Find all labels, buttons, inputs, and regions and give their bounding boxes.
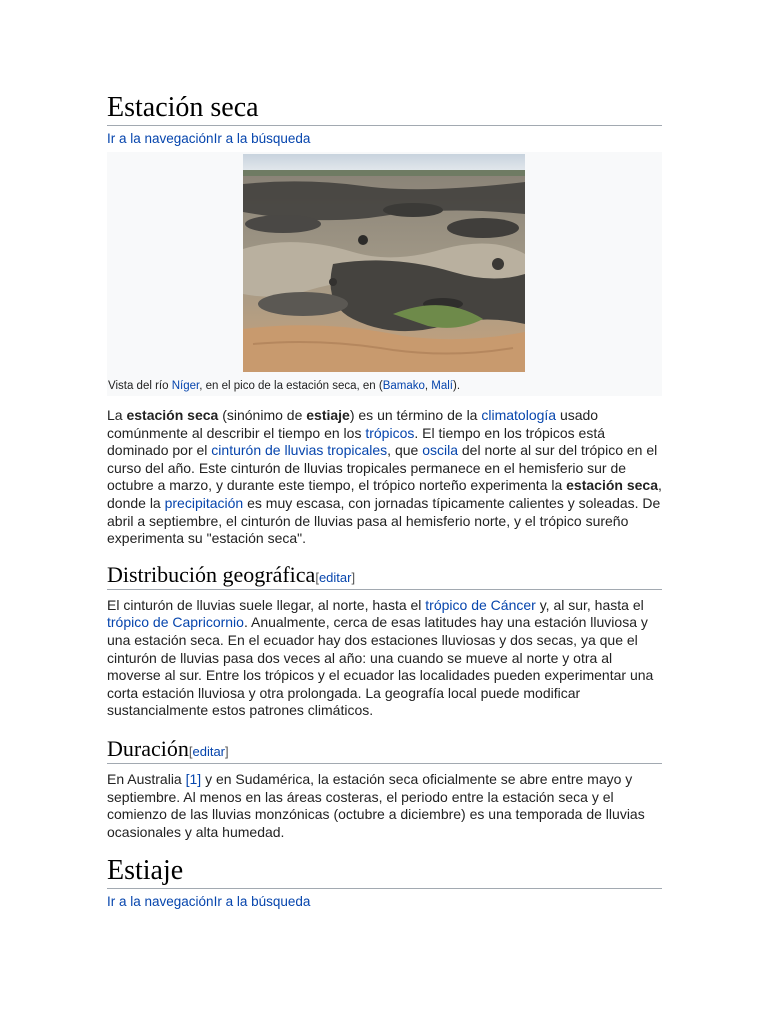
dry-riverbed-photo bbox=[243, 154, 525, 372]
photo-graphic bbox=[243, 154, 525, 372]
link-oscila[interactable]: oscila bbox=[422, 442, 458, 459]
text: y, al sur, hasta el bbox=[535, 596, 644, 613]
text: ) es un término de la bbox=[349, 407, 482, 423]
heading-text: Distribución geográfica bbox=[107, 561, 316, 587]
link-bamako[interactable]: Bamako bbox=[382, 380, 425, 392]
edit-link-duracion[interactable]: editar bbox=[192, 743, 226, 759]
text: es muy escasa, con jornadas típicamente calientes y soleadas. De abril a septiembre, el cinturón de lluvias pasa al hemisferio norte, y el trópico sureño experimenta su "estación seca". bbox=[107, 494, 661, 547]
page-title: Estación seca bbox=[107, 94, 662, 126]
text: La bbox=[107, 407, 127, 423]
section-heading-distribucion bbox=[107, 561, 662, 590]
bold-term: estación seca bbox=[126, 407, 219, 423]
edit-link-distribucion[interactable]: editar bbox=[318, 569, 352, 585]
reference-link[interactable]: [1] bbox=[185, 770, 202, 787]
link-cancer[interactable]: trópico de Cáncer bbox=[425, 596, 536, 613]
bracket: [ bbox=[188, 743, 193, 759]
bold-term: estiaje bbox=[306, 407, 350, 423]
jump-links-2[interactable]: Ir a la navegaciónIr a la búsqueda bbox=[107, 894, 311, 910]
article-content bbox=[107, 0, 662, 910]
thumbnail-figure bbox=[107, 152, 662, 396]
link-niger[interactable]: Níger bbox=[171, 380, 200, 392]
intro-paragraph bbox=[107, 407, 662, 548]
link-capricornio[interactable]: trópico de Capricornio bbox=[107, 614, 244, 631]
text: y en Sudamérica, la estación seca oficialmente se abre entre mayo y septiembre. Al menos en las áreas costeras, el periodo entre la estación seca y el comienzo de las lluvias monzónicas (octubre a diciembre) es una temporada de lluvias ocasionales y alta humedad. bbox=[107, 770, 645, 840]
text: . El tiempo en los trópicos está dominado por el bbox=[107, 424, 606, 459]
bracket: [ bbox=[315, 569, 319, 585]
caption-text: , bbox=[424, 380, 432, 392]
text: El cinturón de lluvias suele llegar, al norte, hasta el bbox=[107, 596, 426, 613]
link-mali[interactable]: Malí bbox=[431, 380, 454, 392]
duracion-paragraph bbox=[107, 771, 662, 841]
second-page-title: Estiaje bbox=[107, 857, 662, 889]
distribucion-paragraph bbox=[107, 597, 662, 720]
bracket: ] bbox=[225, 743, 229, 759]
text: , que bbox=[387, 442, 423, 459]
heading-text: Duración bbox=[107, 735, 189, 761]
text: . Anualmente, cerca de esas latitudes hay una estación lluviosa y una estación seca. En el ecuador hay dos estaciones lluviosas y dos secas, ya que el cinturón de lluvias pasa dos veces al año: una cuando se mueve al norte y otra al moverse al sur. Entre los trópicos y el ecuador las localidades pueden experimentar una corta estación lluviosa y otra prolongada. La geografía local puede modificar sustancialmente estos patrones climáticos. bbox=[107, 614, 654, 719]
section-heading-duracion bbox=[107, 735, 662, 764]
caption-text: Vista del río bbox=[108, 380, 172, 392]
text: del norte al sur del trópico en el curso del año. Este cinturón de lluvias tropicales permanece en el hemisferio sur de octubre a marzo, y durante este tiempo, el trópico norteño experimenta la bbox=[107, 442, 658, 494]
image-caption bbox=[108, 379, 662, 393]
link-precipitacion[interactable]: precipitación bbox=[164, 494, 244, 511]
bold-term: estación seca bbox=[566, 477, 658, 494]
edit-section bbox=[315, 570, 355, 585]
caption-text: ). bbox=[453, 380, 461, 392]
link-tropicos[interactable]: trópicos bbox=[365, 424, 415, 441]
link-cinturon[interactable]: cinturón de lluvias tropicales bbox=[211, 442, 388, 459]
link-climatologia[interactable]: climatología bbox=[481, 407, 557, 423]
text: En Australia bbox=[107, 770, 186, 787]
jump-links[interactable]: Ir a la navegaciónIr a la búsqueda bbox=[107, 131, 311, 146]
edit-section bbox=[189, 744, 229, 759]
text: usado comúnmente al describir el tiempo en los bbox=[107, 407, 599, 441]
caption-text: , en el pico de la estación seca, en ( bbox=[199, 380, 383, 392]
bracket: ] bbox=[351, 569, 356, 585]
text: (sinónimo de bbox=[218, 407, 307, 423]
text: , donde la bbox=[107, 477, 662, 511]
